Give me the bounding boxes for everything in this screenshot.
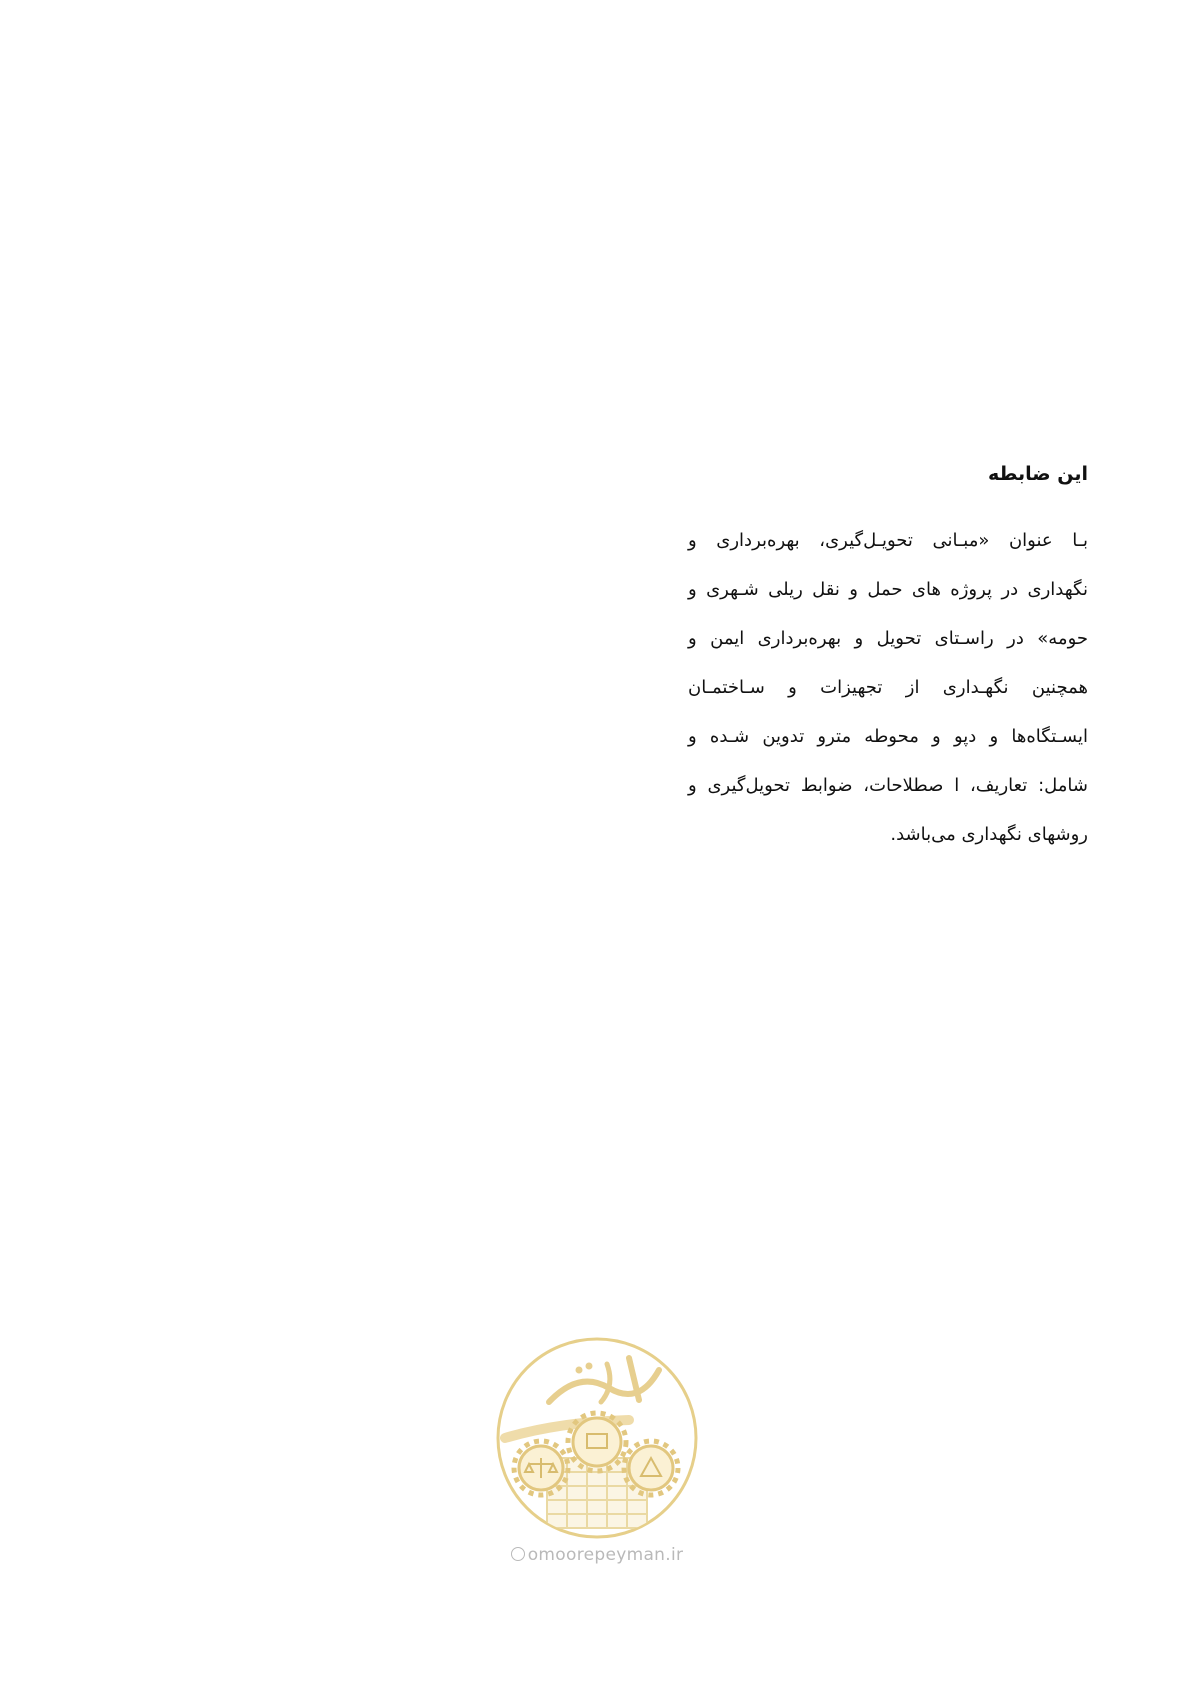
- body-line: همچنین نگهـداری از تجهیزات و سـاختمـان: [688, 677, 1088, 698]
- body-line: روشهای نگهداری می‌باشد.: [890, 824, 1088, 845]
- document-text-block: [688, 460, 1088, 859]
- globe-icon: [511, 1547, 525, 1561]
- watermark-url: [489, 1545, 705, 1565]
- body-line: بـا عنوان «مبـانی تحویـل‌گیری، بهره‌برداری و: [688, 530, 1088, 551]
- body-line: نگهداری در پروژه های حمل و نقل ریلی شـهری و: [688, 579, 1088, 600]
- body-line: حومه» در راسـتای تحویل و بهره‌برداری ایمن و: [688, 628, 1088, 649]
- body-line: ایسـتگاه‌ها و دپو و محوطه مترو تدوین شـده و: [688, 726, 1088, 747]
- watermark-logo: [489, 1330, 705, 1570]
- body-line: شامل: تعاریف، ا صطلاحات، ضوابط تحویل‌گیری و: [688, 775, 1088, 796]
- omoorepeyman-logo-icon: [489, 1330, 705, 1546]
- watermark-url-text: omoorepeyman.ir: [527, 1545, 684, 1565]
- section-heading: این ضابطه: [987, 463, 1088, 485]
